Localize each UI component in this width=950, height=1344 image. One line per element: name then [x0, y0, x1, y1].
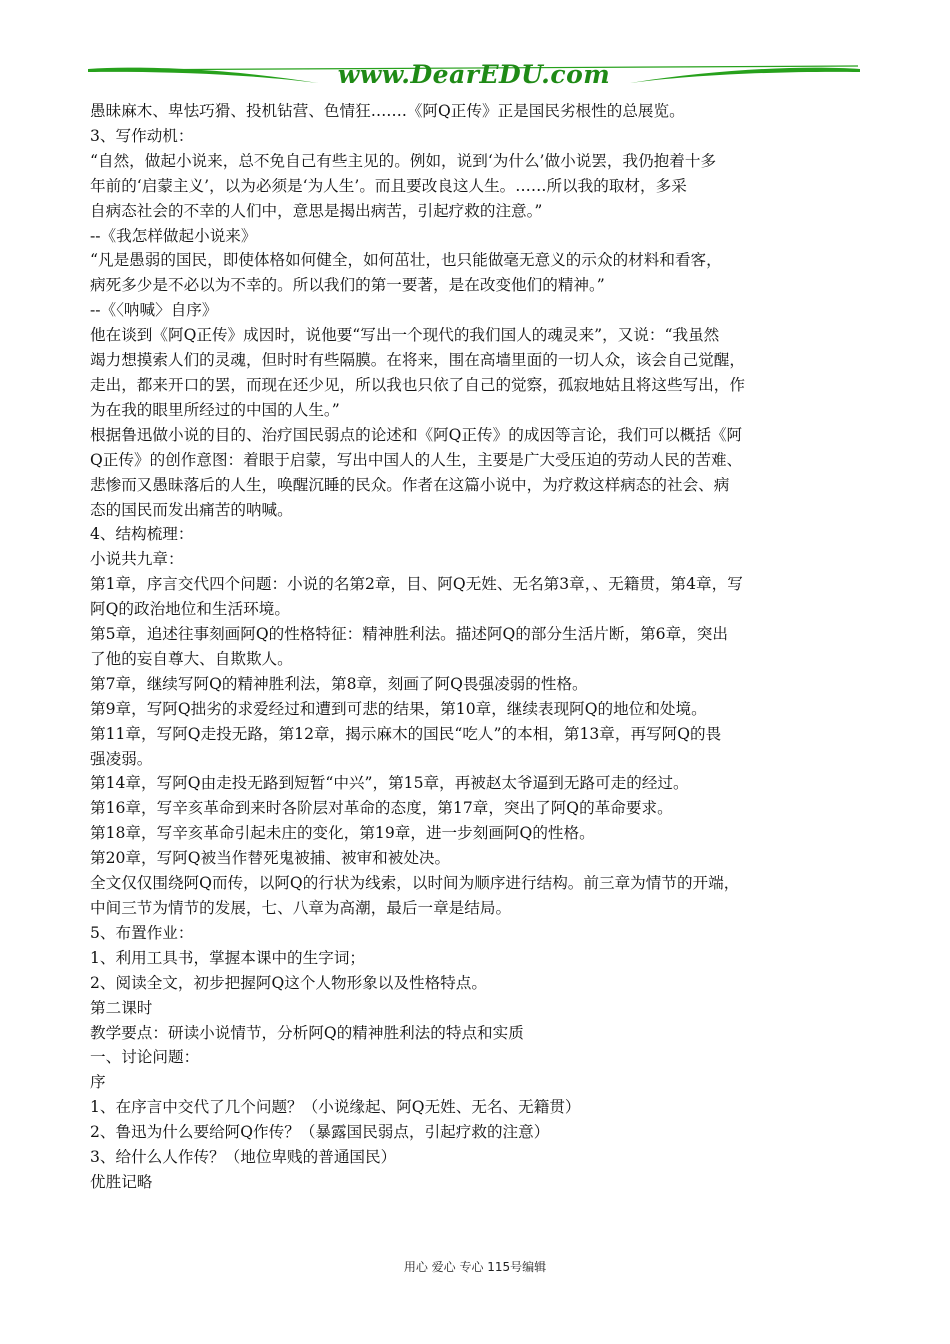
text-line: 强凌弱。 [90, 749, 153, 768]
text-line: 第16章，写辛亥革命到来时各阶层对革命的态度，第17章，突出了阿Q的革命要求。 [90, 799, 673, 818]
text-line: 为在我的眼里所经过的中国的人生。” [90, 400, 340, 419]
document-body [90, 99, 862, 1195]
text-line: 小说共九章： [90, 550, 184, 569]
text-line: 阿Q的政治地位和生活环境。 [90, 600, 290, 619]
text-line: 悲惨而又愚昧落后的人生，唤醒沉睡的民众。作者在这篇小说中，为疗救这样病态的社会、病 [90, 475, 730, 494]
text-line: 走出，都来开口的罢，而现在还少见，所以我也只依了自己的觉察，孤寂地姑且将这些写出，作 [90, 375, 745, 394]
text-line: 第5章，追述往事刻画阿Q的性格特征：精神胜利法。描述阿Q的部分生活片断，第6章，突出 [90, 625, 728, 644]
text-line: 根据鲁迅做小说的目的、治疗国民弱点的论述和《阿Q正传》的成因等言论，我们可以概括《阿 [90, 425, 743, 444]
text-line: 2、阅读全文，初步把握阿Q这个人物形象以及性格特点。 [90, 973, 487, 992]
quote-line: “自然，做起小说来，总不免自己有些主见的。例如，说到‘为什么’做小说罢，我仍抱着十多 [90, 151, 717, 170]
section-heading: 3、写作动机： [90, 126, 194, 145]
quote-line: 病死多少是不必以为不幸的。所以我们的第一要著，是在改变他们的精神。” [90, 276, 605, 295]
quote-source: --《我怎样做起小说来》 [90, 226, 257, 245]
section-heading: 5、布置作业： [90, 923, 194, 942]
section-heading: 序 [90, 1073, 106, 1092]
section-heading: 第二课时 [90, 998, 153, 1017]
text-line: 第20章，写阿Q被当作替死鬼被捕、被审和被处决。 [90, 849, 451, 868]
section-heading: 一、讨论问题： [90, 1048, 200, 1067]
text-line: Q正传》的创作意图：着眼于启蒙，写出中国人的人生，主要是广大受压迫的劳动人民的苦难、 [90, 450, 743, 469]
text-line: 竭力想摸索人们的灵魂，但时时有些隔膜。在将来，围在高墙里面的一切人众，该会自己觉醒， [90, 351, 745, 370]
text-line: 中间三节为情节的发展，七、八章为高潮，最后一章是结局。 [90, 899, 512, 917]
text-line: 第1章，序言交代四个问题：小说的名第2章，目、阿Q无姓、无名第3章，、无籍贯，第4章，写 [90, 575, 743, 594]
quote-source: --《〈呐喊〉自序》 [90, 301, 218, 320]
text-line: 全文仅仅围绕阿Q而传，以阿Q的行状为线索，以时间为顺序进行结构。前三章为情节的开端， [90, 874, 740, 893]
text-line: 1、利用工具书，掌握本课中的生字词； [90, 948, 366, 967]
section-heading: 4、结构梳理： [90, 525, 194, 544]
site-logo-text[interactable]: www.DearEDU.com [337, 60, 611, 89]
section-heading: 优胜记略 [90, 1172, 153, 1191]
text-line: 他在谈到《阿Q正传》成因时，说他要“写出一个现代的我们国人的魂灵来”，又说：“我虽然 [90, 326, 720, 345]
quote-line: 年前的‘启蒙主义’，以为必须是‘为人生’。而且要改良这人生。……所以我的取材，多采 [90, 176, 687, 195]
text-line: 2、鲁迅为什么要给阿Q作传？（暴露国民弱点，引起疗救的注意） [90, 1123, 550, 1142]
text-line: 1、在序言中交代了几个问题？（小说缘起、阿Q无姓、无名、无籍贯） [90, 1098, 581, 1117]
text-line: 第14章，写阿Q由走投无路到短暂“中兴”，第15章，再被赵太爷逼到无路可走的经过。 [90, 774, 689, 793]
page-footer: 用心 爱心 专心 115号编辑 [403, 1260, 547, 1274]
text-line: 第18章，写辛亥革命引起未庄的变化，第19章，进一步刻画阿Q的性格。 [90, 824, 595, 843]
text-line: 第9章，写阿Q拙劣的求爱经过和遭到可悲的结果，第10章，继续表现阿Q的地位和处境。 [90, 699, 707, 718]
text-line: 态的国民而发出痛苦的呐喊。 [90, 500, 293, 519]
text-line: 第7章，继续写阿Q的精神胜利法，第8章，刻画了阿Q畏强凌弱的性格。 [90, 674, 588, 693]
quote-line: 自病态社会的不幸的人们中，意思是揭出病苦，引起疗救的注意。” [90, 201, 543, 220]
quote-line: “凡是愚弱的国民，即使体格如何健全，如何茁壮，也只能做毫无意义的示众的材料和看客， [90, 251, 722, 270]
text-line: 第11章，写阿Q走投无路，第12章，揭示麻木的国民“吃人”的本相，第13章，再写阿Q的畏 [90, 724, 722, 743]
text-line: 愚昧麻木、卑怯巧猾、投机钻营、色情狂…….《阿Q正传》正是国民劣根性的总展览。 [90, 102, 685, 120]
text-line: 了他的妄自尊大、自欺欺人。 [90, 649, 293, 668]
text-line: 3、给什么人作传？（地位卑贱的普通国民） [90, 1148, 397, 1167]
site-header-banner [88, 58, 860, 98]
text-line: 教学要点：研读小说情节，分析阿Q的精神胜利法的特点和实质 [90, 1023, 524, 1042]
